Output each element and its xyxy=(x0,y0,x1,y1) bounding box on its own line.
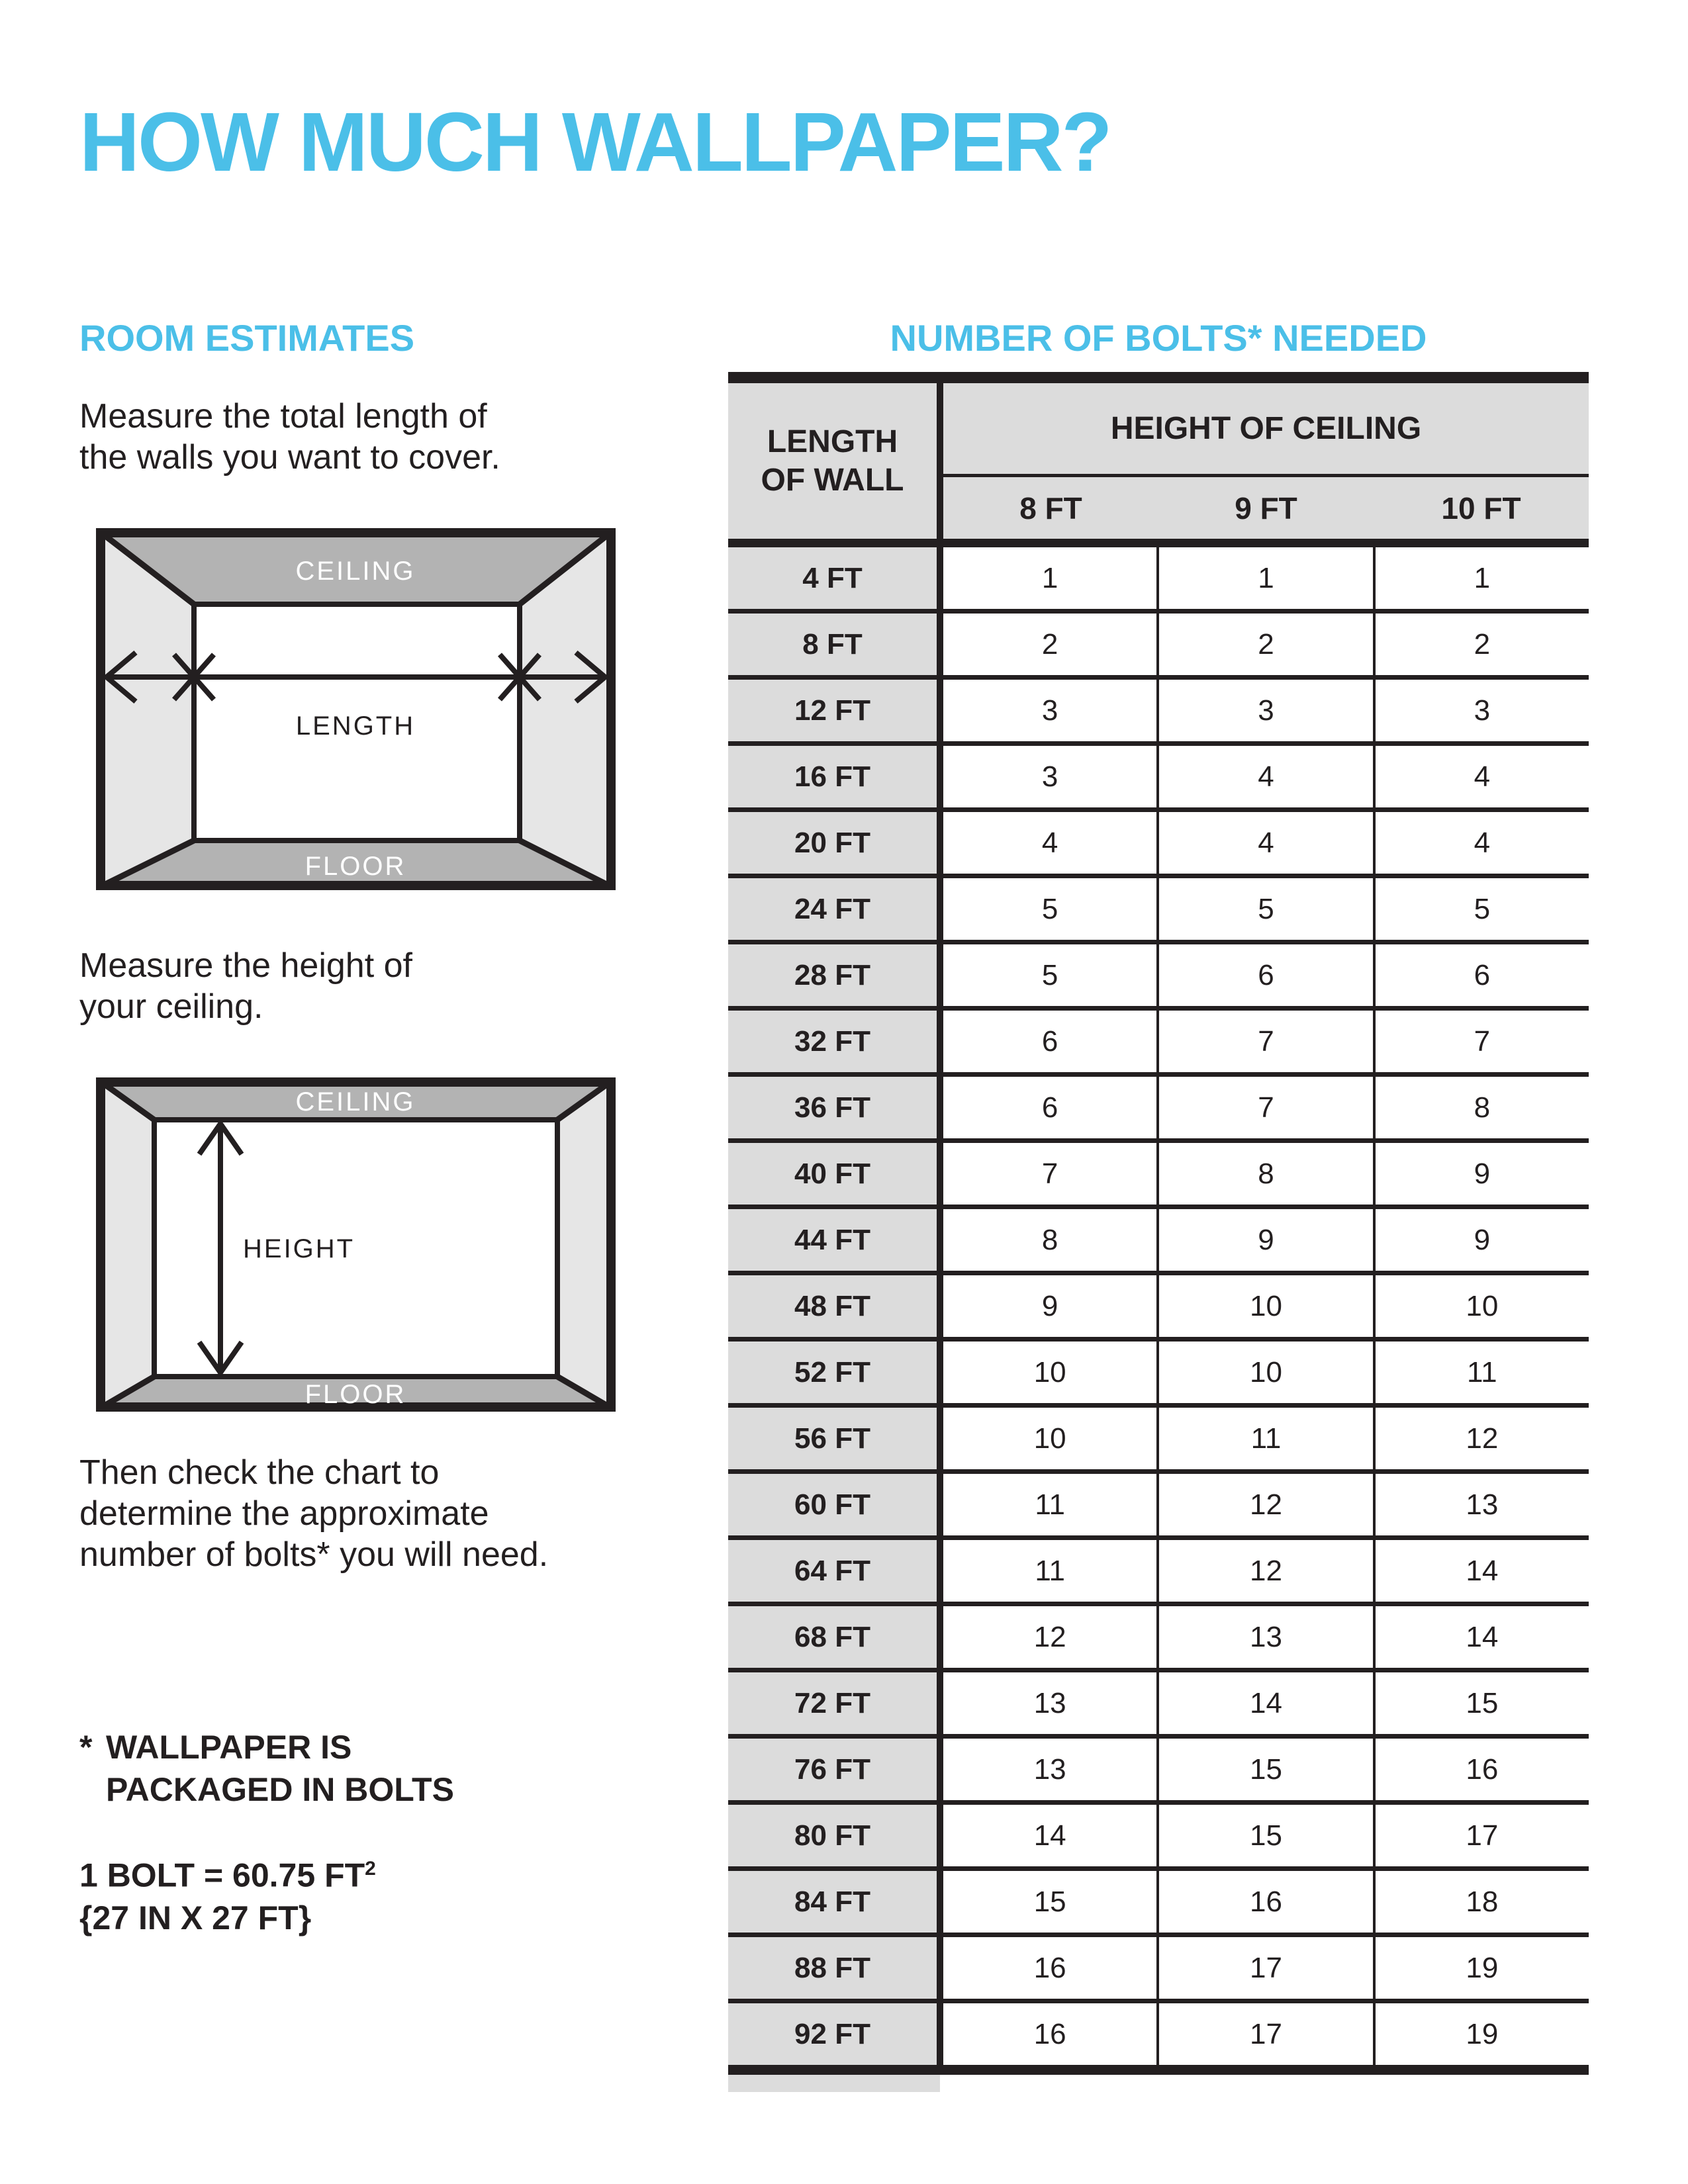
bolt-count-cell: 9 xyxy=(943,1275,1159,1337)
table-row xyxy=(728,1077,1589,1143)
table-body xyxy=(728,547,1589,2075)
bolt-count-cell: 5 xyxy=(943,878,1159,940)
row-label-wall-length: 56 FT xyxy=(728,1408,943,1469)
height-label: HEIGHT xyxy=(243,1234,355,1263)
paragraph-check-chart xyxy=(79,1452,548,1575)
table-row xyxy=(728,1474,1589,1540)
table-row xyxy=(728,1275,1589,1342)
bolt-count-cell: 7 xyxy=(1474,1024,1491,1058)
row-label-wall-length: 48 FT xyxy=(728,1275,943,1337)
bolt-count-cell: 9 xyxy=(1159,1209,1375,1271)
room-estimates-heading: ROOM ESTIMATES xyxy=(79,317,415,359)
bolt-count-cell: 6 xyxy=(943,1077,1159,1138)
bolt-count-cell: 7 xyxy=(943,1143,1159,1205)
bolt-count-cell: 17 xyxy=(1466,1819,1499,1852)
table-row xyxy=(728,1342,1589,1408)
row-label-wall-length: 32 FT xyxy=(728,1011,943,1072)
wallpaper-footnote xyxy=(79,1726,454,1811)
bolt-count-cell: 8 xyxy=(1474,1091,1491,1124)
table-row xyxy=(728,878,1589,944)
paragraph-line: determine the approximate xyxy=(79,1494,489,1533)
asterisk: * xyxy=(79,1729,93,1766)
row-label-wall-length: 28 FT xyxy=(728,944,943,1006)
bolt-count-cell: 11 xyxy=(943,1540,1159,1602)
bolt-count-cell: 6 xyxy=(1474,958,1491,991)
row-label-wall-length: 12 FT xyxy=(728,680,943,741)
row-label-wall-length: 84 FT xyxy=(728,1871,943,1933)
bolt-count-cell: 5 xyxy=(943,944,1159,1006)
col-header-10ft: 10 FT xyxy=(1441,490,1521,525)
bolt-count-cell: 4 xyxy=(1474,760,1491,793)
bolt-count-cell: 2 xyxy=(1159,614,1375,675)
bolts-table xyxy=(728,372,1589,2092)
row-label-wall-length: 40 FT xyxy=(728,1143,943,1205)
floor-label: FLOOR xyxy=(305,1380,406,1409)
row-label-wall-length: 44 FT xyxy=(728,1209,943,1271)
bolt-count-cell: 5 xyxy=(1159,878,1375,940)
row-label-wall-length: 64 FT xyxy=(728,1540,943,1602)
bolt-count-cell: 17 xyxy=(1159,2003,1375,2065)
ceiling-height-subheader-row xyxy=(943,477,1589,539)
floor-label: FLOOR xyxy=(305,852,406,881)
footnote-text: WALLPAPER IS xyxy=(106,1729,352,1766)
table-row xyxy=(728,680,1589,746)
bolt-count-cell: 9 xyxy=(1474,1157,1491,1190)
bolt-count-cell: 19 xyxy=(1466,1951,1499,1984)
ceiling-label: CEILING xyxy=(295,1087,416,1116)
bolt-count-cell: 10 xyxy=(943,1408,1159,1469)
bolt-count-cell: 18 xyxy=(1466,1885,1499,1918)
bolt-count-cell: 3 xyxy=(1474,694,1491,727)
row-label-wall-length: 24 FT xyxy=(728,878,943,940)
table-row xyxy=(728,1937,1589,2003)
row-label-wall-length: 20 FT xyxy=(728,812,943,874)
bolt-count-cell: 2 xyxy=(1474,627,1491,660)
footnote-line xyxy=(79,1726,454,1768)
row-label-wall-length: 76 FT xyxy=(728,1739,943,1800)
bolt-count-cell: 11 xyxy=(1159,1408,1375,1469)
bolt-count-cell: 12 xyxy=(1466,1422,1499,1455)
table-row xyxy=(728,614,1589,680)
row-label-wall-length: 4 FT xyxy=(728,547,943,609)
paragraph-line: Measure the total length of xyxy=(79,397,487,435)
table-row xyxy=(728,1408,1589,1474)
bolt-size-info xyxy=(79,1848,376,1939)
table-row xyxy=(728,547,1589,614)
bolt-count-cell: 4 xyxy=(943,812,1159,874)
bolt-count-cell: 6 xyxy=(1159,944,1375,1006)
bolt-count-cell: 3 xyxy=(943,746,1159,807)
bolt-count-cell: 16 xyxy=(943,2003,1159,2065)
row-label-wall-length: 68 FT xyxy=(728,1606,943,1668)
row-label-wall-length: 16 FT xyxy=(728,746,943,807)
bolt-count-cell: 10 xyxy=(943,1342,1159,1403)
row-label-wall-length: 92 FT xyxy=(728,2003,943,2065)
bolt-count-cell: 13 xyxy=(1159,1606,1375,1668)
bolt-count-cell: 15 xyxy=(1159,1739,1375,1800)
bolt-count-cell: 13 xyxy=(1466,1488,1499,1521)
bolt-count-cell: 16 xyxy=(1159,1871,1375,1933)
bolt-count-cell: 11 xyxy=(1466,1355,1497,1388)
bolt-count-cell: 16 xyxy=(943,1937,1159,1999)
table-row xyxy=(728,944,1589,1011)
bolt-count-cell: 4 xyxy=(1159,812,1375,874)
bolt-count-cell: 13 xyxy=(943,1672,1159,1734)
length-of-wall-header xyxy=(728,383,943,539)
length-label: LENGTH xyxy=(295,711,416,741)
table-header-divider xyxy=(728,539,1589,547)
table-row xyxy=(728,1540,1589,1606)
bolt-count-cell: 12 xyxy=(1159,1474,1375,1535)
bolt-equation-text: 1 BOLT = 60.75 FT xyxy=(79,1856,365,1894)
bolt-count-cell: 1 xyxy=(1159,547,1375,609)
table-row xyxy=(728,812,1589,878)
bolt-count-cell: 8 xyxy=(943,1209,1159,1271)
bolt-count-cell: 15 xyxy=(1466,1686,1499,1719)
bolt-count-cell: 5 xyxy=(1474,892,1491,925)
bolt-count-cell: 8 xyxy=(1159,1143,1375,1205)
row-label-wall-length: 52 FT xyxy=(728,1342,943,1403)
bolt-count-cell: 6 xyxy=(943,1011,1159,1072)
col-header-9ft: 9 FT xyxy=(1235,490,1297,525)
bolts-needed-heading: NUMBER OF BOLTS* NEEDED xyxy=(890,317,1427,359)
bolt-count-cell: 12 xyxy=(1159,1540,1375,1602)
table-row xyxy=(728,746,1589,812)
table-footer-stub xyxy=(728,2075,940,2092)
back-wall xyxy=(154,1120,557,1377)
bolt-dimensions: {27 IN X 27 FT} xyxy=(79,1899,312,1936)
row-label-wall-length: 80 FT xyxy=(728,1805,943,1866)
bolt-count-cell: 16 xyxy=(1466,1752,1499,1786)
room-diagram-length xyxy=(96,528,616,890)
row-label-wall-length: 72 FT xyxy=(728,1672,943,1734)
table-row xyxy=(728,1672,1589,1739)
bolt-count-cell: 9 xyxy=(1474,1223,1491,1256)
bolt-count-cell: 10 xyxy=(1466,1289,1499,1322)
table-top-border xyxy=(728,372,1589,383)
bolt-count-cell: 3 xyxy=(1159,680,1375,741)
bolt-count-cell: 1 xyxy=(943,547,1159,609)
bolt-count-cell: 14 xyxy=(1159,1672,1375,1734)
bolt-count-cell: 15 xyxy=(1159,1805,1375,1866)
paragraph-line: your ceiling. xyxy=(79,987,263,1026)
bolt-count-cell: 13 xyxy=(943,1739,1159,1800)
row-label-wall-length: 60 FT xyxy=(728,1474,943,1535)
room-diagram-height xyxy=(96,1077,616,1412)
bolt-count-cell: 3 xyxy=(943,680,1159,741)
bolt-equation xyxy=(79,1848,376,1897)
bolt-count-cell: 4 xyxy=(1159,746,1375,807)
table-header xyxy=(728,383,1589,539)
superscript-2: 2 xyxy=(365,1858,376,1880)
table-row xyxy=(728,1606,1589,1672)
bolt-count-cell: 14 xyxy=(943,1805,1159,1866)
table-row xyxy=(728,1209,1589,1275)
paragraph-line: Measure the height of xyxy=(79,946,412,985)
table-row xyxy=(728,1143,1589,1209)
bolt-count-cell: 10 xyxy=(1159,1275,1375,1337)
bolt-count-cell: 17 xyxy=(1159,1937,1375,1999)
table-row xyxy=(728,1739,1589,1805)
height-of-ceiling-block xyxy=(943,383,1589,539)
table-row xyxy=(728,1805,1589,1871)
bolt-count-cell: 2 xyxy=(943,614,1159,675)
bolt-count-cell: 15 xyxy=(943,1871,1159,1933)
paragraph-line: number of bolts* you will need. xyxy=(79,1535,549,1574)
table-row xyxy=(728,1871,1589,1937)
bolt-count-cell: 14 xyxy=(1466,1620,1499,1653)
paragraph-measure-length xyxy=(79,396,500,478)
bolt-count-cell: 7 xyxy=(1159,1011,1375,1072)
paragraph-measure-height xyxy=(79,945,412,1027)
row-label-wall-length: 36 FT xyxy=(728,1077,943,1138)
bolt-count-cell: 10 xyxy=(1159,1342,1375,1403)
bolt-count-cell: 7 xyxy=(1159,1077,1375,1138)
col-header-8ft: 8 FT xyxy=(1019,490,1082,525)
bolt-count-cell: 19 xyxy=(1466,2017,1499,2050)
paragraph-line: the walls you want to cover. xyxy=(79,438,500,477)
bolt-count-cell: 12 xyxy=(943,1606,1159,1668)
header-line: OF WALL xyxy=(761,462,904,498)
table-row xyxy=(728,1011,1589,1077)
row-label-wall-length: 88 FT xyxy=(728,1937,943,1999)
ceiling-label: CEILING xyxy=(295,557,416,586)
table-row xyxy=(728,2003,1589,2075)
paragraph-line: Then check the chart to xyxy=(79,1453,440,1492)
footnote-line: PACKAGED IN BOLTS xyxy=(106,1771,454,1808)
bolt-count-cell: 14 xyxy=(1466,1554,1499,1587)
bolt-count-cell: 1 xyxy=(1474,561,1491,594)
header-line: LENGTH xyxy=(767,424,898,459)
bolt-count-cell: 4 xyxy=(1474,826,1491,859)
page-title: HOW MUCH WALLPAPER? xyxy=(79,95,1111,189)
bolt-count-cell: 11 xyxy=(943,1474,1159,1535)
row-label-wall-length: 8 FT xyxy=(728,614,943,675)
height-of-ceiling-header: HEIGHT OF CEILING xyxy=(943,383,1589,477)
